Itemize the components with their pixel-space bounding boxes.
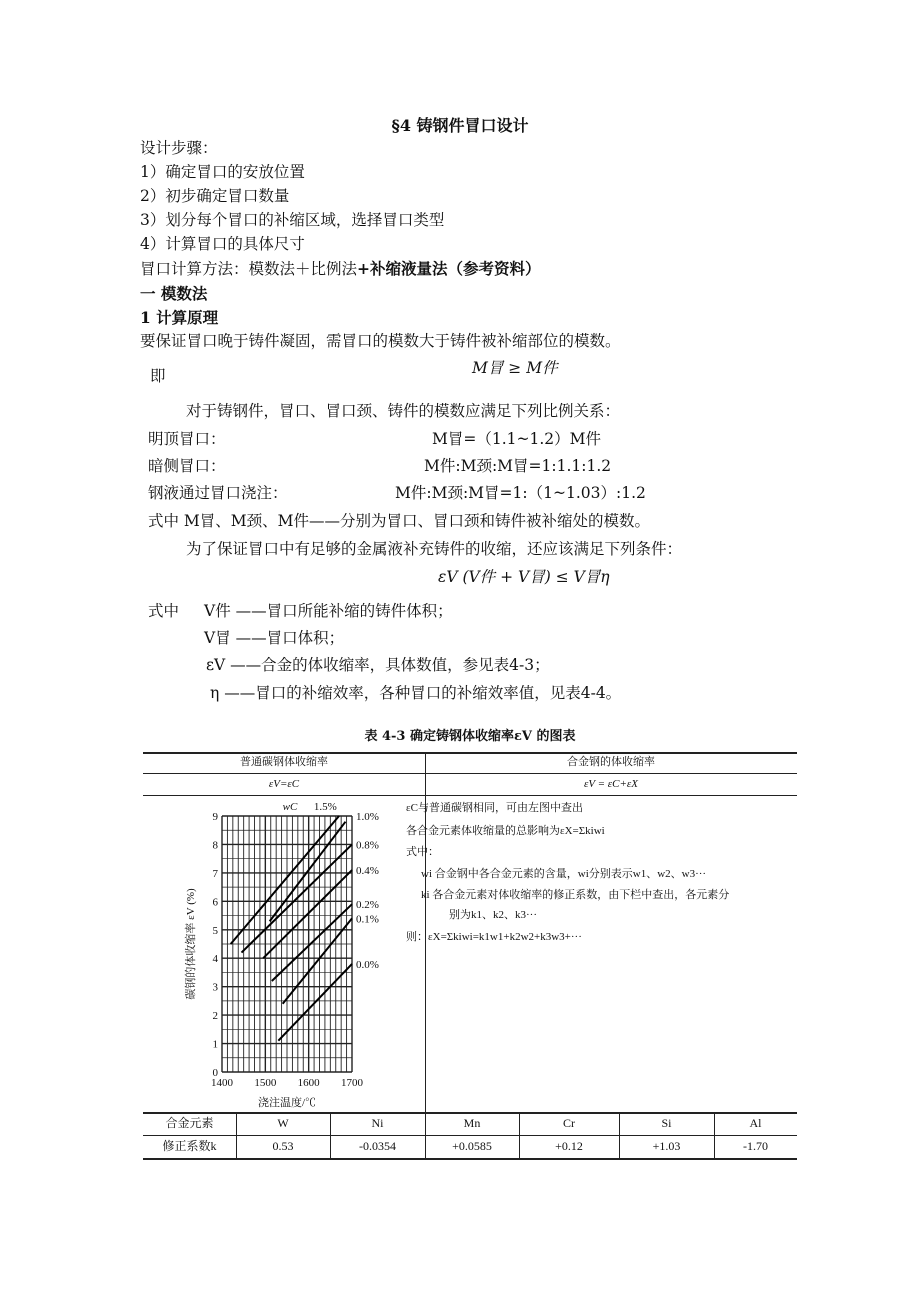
right-header: 合金钢的体收缩率 [567, 756, 655, 768]
coef-label: 修正系数k [162, 1139, 217, 1153]
x-tick-label: 1600 [297, 1077, 320, 1089]
left-formula: εV=εC [268, 778, 300, 790]
right-text: εC与普通碳钢相同，可由左图中查出 [406, 802, 583, 814]
step-item: 4）计算冒口的具体尺寸 [140, 235, 305, 253]
right-text: 式中： [406, 846, 439, 858]
coef-cell: -0.0354 [359, 1139, 396, 1153]
where2-item: η ——冒口的补缩效率，各种冒口的补缩效率值，见表4-4。 [210, 684, 622, 702]
y-tick-label: 3 [212, 981, 218, 994]
legend-title: wC [282, 801, 298, 813]
y-tick-label: 1 [212, 1038, 218, 1051]
right-formula: εV = εC+εX [584, 778, 638, 790]
y-tick-label: 6 [212, 896, 218, 909]
right-text: wi 合金钢中各合金元素的含量，wi分别表示w1、w2、w3··· [421, 868, 707, 880]
y-tick-label: 0 [212, 1067, 218, 1079]
ratio-label: 暗侧冒口： [148, 457, 226, 475]
x-tick-label: 1700 [341, 1077, 363, 1089]
methods-line [140, 259, 541, 279]
x-axis-label: 浇注温度/℃ [257, 1097, 317, 1109]
steps-heading: 设计步骤： [140, 139, 218, 157]
condition-formula: εV (V件 + V冒) ≤ V冒η [438, 568, 610, 586]
series-label: 1.5% [313, 801, 337, 813]
x-tick-label: 1400 [211, 1077, 233, 1089]
coef-cell: +0.12 [555, 1139, 583, 1153]
subsection-heading: 1 计算原理 [140, 308, 219, 327]
coef-cell: -1.70 [743, 1139, 768, 1153]
ratio-formula: M件:M颈:M冒=1:（1~1.03）:1.2 [395, 484, 646, 502]
element-cell: Al [749, 1116, 762, 1130]
element-cell: Si [661, 1116, 672, 1130]
step-item: 2）初步确定冒口数量 [140, 187, 290, 205]
x-tick-label: 1500 [254, 1077, 277, 1089]
where2-item: εV ——合金的体收缩率，具体数值，参见表4-3； [206, 656, 550, 674]
series-label: 0.4% [356, 865, 379, 878]
formula-main: M冒 ≥ M件 [472, 359, 558, 377]
methods-prefix: 冒口计算方法：模数法＋比例法 [140, 260, 358, 278]
series-label: 0.8% [356, 839, 379, 852]
series-line [270, 822, 346, 922]
y-tick-label: 8 [212, 839, 218, 852]
left-header: 普通碳钢体收缩率 [240, 756, 328, 768]
ratio-formula: M冒=（1.1~1.2）M件 [432, 430, 602, 448]
element-cell: Mn [463, 1116, 481, 1130]
ratio-formula: M件:M颈:M冒=1:1.1:1.2 [424, 457, 612, 475]
series-line [231, 816, 339, 944]
y-tick-label: 7 [212, 867, 218, 880]
ratio-label: 钢液通过冒口浇注： [148, 484, 288, 502]
element-cell: Cr [563, 1116, 575, 1130]
where2-item: V冒 ——冒口体积； [204, 629, 345, 647]
right-text: ki 各合金元素对体收缩率的修正系数，由下栏中查出，各元素分 [421, 889, 730, 901]
page-title: §4 铸钢件冒口设计 [391, 116, 529, 135]
y-tick-label: 5 [212, 924, 218, 937]
ratio-label: 明顶冒口： [148, 430, 226, 448]
divider [143, 1158, 797, 1160]
element-cell: Ni [371, 1116, 384, 1130]
shrinkage-chart [180, 795, 400, 1110]
principle-text: 要保证冒口晚于铸件凝固，需冒口的模数大于铸件被补缩部位的模数。 [140, 332, 621, 350]
methods-bold: +补缩液量法（参考资料） [357, 259, 541, 278]
series-label: 0.1% [356, 913, 379, 926]
where2-prefix: 式中 [148, 602, 180, 620]
step-item: 1）确定冒口的安放位置 [140, 163, 305, 181]
element-label: 合金元素 [165, 1116, 214, 1130]
table-caption: 表 4-3 确定铸钢体收缩率εV 的图表 [364, 729, 576, 744]
step-item: 3）划分每个冒口的补缩区域，选择冒口类型 [140, 211, 445, 229]
ratio-intro: 对于铸钢件，冒口、冒口颈、铸件的模数应满足下列比例关系： [186, 402, 621, 420]
y-tick-label: 9 [212, 811, 218, 823]
coef-cell: +0.0585 [452, 1139, 492, 1153]
element-cell: W [277, 1116, 289, 1130]
series-label: 1.0% [356, 811, 379, 823]
coef-cell: 0.53 [272, 1139, 294, 1153]
y-axis-label: 碳钢的体收缩率 εV (%) [185, 888, 197, 1000]
y-tick-label: 4 [212, 953, 218, 966]
right-text: 各合金元素体收缩量的总影响为εX=Σkiwi [406, 825, 605, 837]
right-text: 则：εX=Σkiwi=k1w1+k2w2+k3w3+··· [406, 931, 582, 943]
where2-item: V件 ——冒口所能补缩的铸件体积； [204, 602, 453, 620]
ji-label: 即 [150, 367, 166, 385]
series-label: 0.2% [356, 899, 379, 912]
y-tick-label: 2 [212, 1010, 218, 1023]
where-text: 式中 M冒、M颈、M件——分别为冒口、冒口颈和铸件被补缩处的模数。 [148, 512, 651, 530]
coef-cell: +1.03 [652, 1139, 681, 1153]
condition-intro: 为了保证冒口中有足够的金属液补充铸件的收缩，还应该满足下列条件： [186, 540, 683, 558]
section-heading: 一 模数法 [140, 284, 208, 303]
right-text: 别为k1、k2、k3··· [449, 909, 537, 921]
series-label: 0.0% [356, 958, 379, 971]
